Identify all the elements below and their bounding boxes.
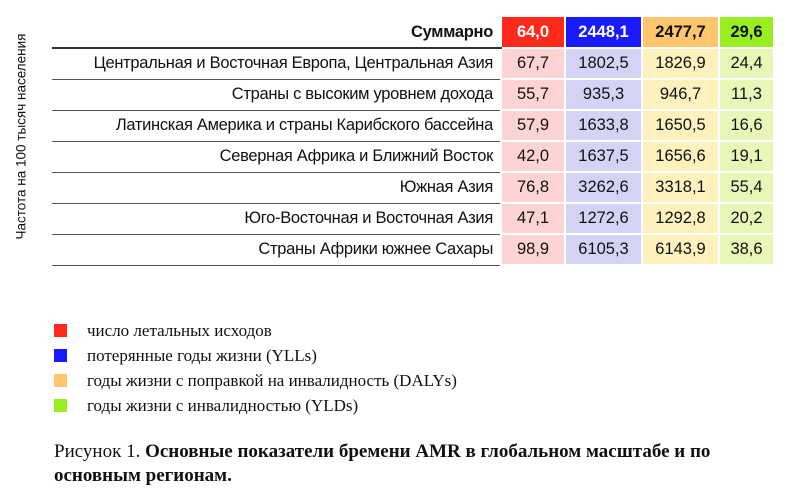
value-cell: 57,9 bbox=[501, 110, 565, 141]
legend-item bbox=[54, 393, 457, 418]
row-label: Южная Азия bbox=[52, 172, 501, 203]
value-cell: 1656,6 bbox=[642, 141, 719, 172]
total-value-cell: 29,6 bbox=[719, 17, 773, 48]
value-cell: 20,2 bbox=[719, 203, 773, 234]
data-table bbox=[52, 17, 773, 266]
table-row bbox=[52, 203, 773, 234]
legend-label: потерянные годы жизни (YLLs) bbox=[87, 345, 317, 365]
value-cell: 1802,5 bbox=[565, 48, 642, 79]
value-cell: 1650,5 bbox=[642, 110, 719, 141]
legend-swatch bbox=[54, 374, 67, 387]
caption-prefix: Рисунок 1. bbox=[54, 441, 141, 462]
y-axis-label-text: Частота на 100 тысяч населения bbox=[13, 33, 29, 239]
value-cell: 3262,6 bbox=[565, 172, 642, 203]
row-label: Юго-Восточная и Восточная Азия bbox=[52, 203, 501, 234]
value-cell: 76,8 bbox=[501, 172, 565, 203]
value-cell: 1633,8 bbox=[565, 110, 642, 141]
table-row bbox=[52, 141, 773, 172]
legend-swatch bbox=[54, 399, 67, 412]
legend bbox=[54, 318, 457, 418]
value-cell: 55,4 bbox=[719, 172, 773, 203]
total-value-cell: 2448,1 bbox=[565, 17, 642, 48]
value-cell: 6143,9 bbox=[642, 234, 719, 265]
table-row bbox=[52, 234, 773, 265]
value-cell: 1826,9 bbox=[642, 48, 719, 79]
value-cell: 55,7 bbox=[501, 79, 565, 110]
legend-label: число летальных исходов bbox=[87, 320, 272, 340]
value-cell: 935,3 bbox=[565, 79, 642, 110]
legend-item bbox=[54, 368, 457, 393]
value-cell: 42,0 bbox=[501, 141, 565, 172]
table-row bbox=[52, 48, 773, 79]
value-cell: 67,7 bbox=[501, 48, 565, 79]
value-cell: 98,9 bbox=[501, 234, 565, 265]
value-cell: 38,6 bbox=[719, 234, 773, 265]
value-cell: 6105,3 bbox=[565, 234, 642, 265]
legend-item bbox=[54, 343, 457, 368]
value-cell: 11,3 bbox=[719, 79, 773, 110]
row-label: Страны с высоким уровнем дохода bbox=[52, 79, 501, 110]
row-label: Северная Африка и Ближний Восток bbox=[52, 141, 501, 172]
table-row bbox=[52, 110, 773, 141]
y-axis-label bbox=[11, 5, 31, 267]
value-cell: 1272,6 bbox=[565, 203, 642, 234]
total-value-cell: 2477,7 bbox=[642, 17, 719, 48]
value-cell: 19,1 bbox=[719, 141, 773, 172]
value-cell: 1292,8 bbox=[642, 203, 719, 234]
total-value-cell: 64,0 bbox=[501, 17, 565, 48]
row-label: Страны Африки южнее Сахары bbox=[52, 234, 501, 265]
legend-swatch bbox=[54, 349, 67, 362]
value-cell: 1637,5 bbox=[565, 141, 642, 172]
figure-caption bbox=[54, 440, 774, 488]
legend-label: годы жизни с поправкой на инвалидность (DALYs) bbox=[87, 370, 457, 390]
row-label: Латинская Америка и страны Карибского бассейна bbox=[52, 110, 501, 141]
table-row bbox=[52, 79, 773, 110]
value-cell: 946,7 bbox=[642, 79, 719, 110]
total-row bbox=[52, 17, 773, 48]
value-cell: 47,1 bbox=[501, 203, 565, 234]
value-cell: 16,6 bbox=[719, 110, 773, 141]
table-row bbox=[52, 172, 773, 203]
value-cell: 24,4 bbox=[719, 48, 773, 79]
legend-item bbox=[54, 318, 457, 343]
row-label: Центральная и Восточная Европа, Центральная Азия bbox=[52, 48, 501, 79]
value-cell: 3318,1 bbox=[642, 172, 719, 203]
total-label: Суммарно bbox=[52, 17, 501, 48]
legend-label: годы жизни с инвалидностью (YLDs) bbox=[87, 395, 359, 415]
caption-title: Основные показатели бремени AMR в глобальном масштабе и по основным регионам. bbox=[54, 441, 711, 486]
legend-swatch bbox=[54, 324, 67, 337]
